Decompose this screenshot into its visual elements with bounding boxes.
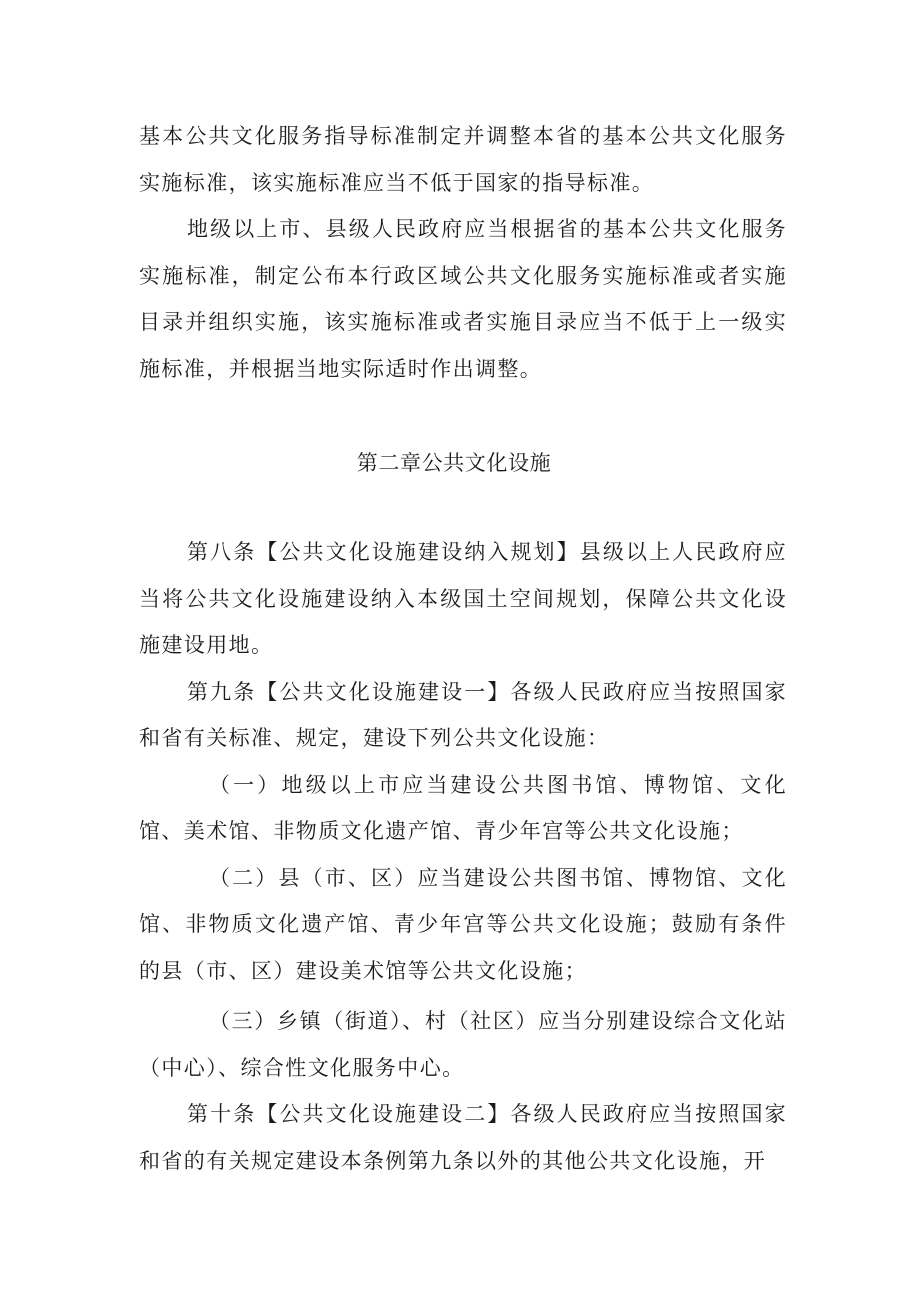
spacer [139,486,787,529]
article-9-item-3: （三）乡镇（街道）、村（社区）应当分别建设综合文化站（中心）、综合性文化服务中心。 [139,1009,787,1080]
chapter-heading: 第二章公共文化设施 [356,451,552,475]
paragraph-city-county-standards: 地级以上市、县级人民政府应当根据省的基本公共文化服务实施标准，制定公布本行政区域公共文化服务实施标准或者实施目录并组织实施，该实施标准或者实施目录应当不低于上一级实施标准，并根据当地实际适时作出调整。 [139,217,787,381]
document-body [139,113,787,1184]
paragraph-continuation: 基本公共文化服务指导标准制定并调整本省的基本公共文化服务实施标准，该实施标准应当不低于国家的指导标准。 [139,124,787,195]
article-8: 第八条【公共文化设施建设纳入规划】县级以上人民政府应当将公共文化设施建设纳入本级国土空间规划，保障公共文化设施建设用地。 [139,540,787,657]
article-9-item-2: （二）县（市、区）应当建设公共图书馆、博物馆、文化馆、非物质文化遗产馆、青少年宫等公共文化设施；鼓励有条件的县（市、区）建设美术馆等公共文化设施； [139,865,787,983]
article-10: 第十条【公共文化设施建设二】各级人民政府应当按照国家和省的有关规定建设本条例第九条以外的其他公共文化设施，开 [139,1102,787,1173]
article-9-item-1: （一）地级以上市应当建设公共图书馆、博物馆、文化馆、美术馆、非物质文化遗产馆、青少年宫等公共文化设施； [139,772,787,843]
article-9: 第九条【公共文化设施建设一】各级人民政府应当按照国家和省有关标准、规定，建设下列公共文化设施： [139,679,787,750]
spacer [139,392,787,440]
